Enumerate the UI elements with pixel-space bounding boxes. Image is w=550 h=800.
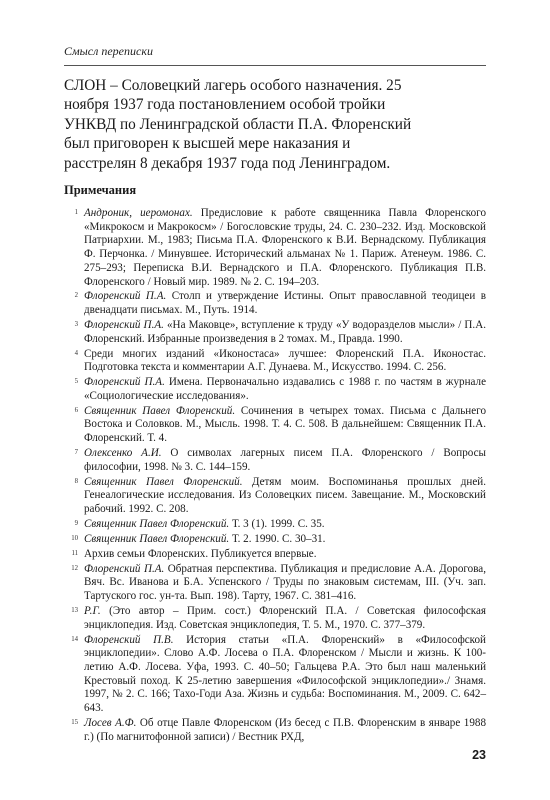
footnote-author: Флоренский П.А. <box>84 562 165 575</box>
footnote-author: Священник Павел Флоренский. <box>84 404 236 417</box>
footnote-number: 5 <box>74 378 78 386</box>
footnote-author: Андроник, иеромонах. <box>84 207 193 219</box>
footnote <box>64 548 486 562</box>
footnote <box>64 563 486 604</box>
footnote <box>64 634 486 716</box>
running-head: Смысл переписки <box>64 44 153 58</box>
footnote <box>64 207 486 289</box>
footnote-text: Т. 2. 1990. С. 30–31. <box>229 532 326 545</box>
footnote <box>64 533 486 547</box>
footnote-number: 9 <box>74 519 78 527</box>
page-number: 23 <box>472 748 486 762</box>
footnote-author: Р.Г. <box>84 604 101 617</box>
footnote <box>64 518 486 532</box>
footnote <box>64 376 486 403</box>
footnote-author: Флоренский П.А. <box>84 290 167 303</box>
footnote-text: Архив семьи Флоренских. Публикуется впервые. <box>84 547 317 560</box>
lead-paragraph: СЛОН – Соловецкий лагерь особого назначения. 25 ноября 1937 года постановлением особой тройки УНКВД по Ленинградской области П.А. Флоренский был приговорен к высшей мере наказания и расстрелян 8 декабря 1937 года под Ленинградом. <box>64 77 412 172</box>
footnote-number: 3 <box>74 321 78 328</box>
footnote-text: Т. 3 (1). 1999. С. 35. <box>229 517 325 530</box>
footnote-number: 14 <box>71 635 78 643</box>
footnote-number: 13 <box>71 606 78 614</box>
footnote-number: 8 <box>74 477 78 485</box>
footnote <box>64 717 486 744</box>
footnote-author: Лосев А.Ф. <box>84 716 137 729</box>
footnote-author: Флоренский П.В. <box>84 633 174 646</box>
footnote-text: (Это автор – Прим. сост.) Флоренский П.А. / Советская философская энциклопедия. Изд. Советская энциклопедия, Т. 5. М., 1970. С. 377–379. <box>84 604 486 631</box>
footnote-text: Сочинения в четырех томах. Письма с Дальнего Востока и Соловков. М., Мысль. 1998. Т. 4. С. 508. В дальнейшем: Священник П.А. Флоренский. Т. 4. <box>84 404 486 445</box>
footnote-author: Священник Павел Флоренский. <box>84 475 243 488</box>
footnote-text: «На Маковце», вступление к труду «У водоразделов мысли» / П.А. Флоренский. Избранные произведения в 2 томах. М., Правда. 1990. <box>84 319 486 345</box>
footnote <box>64 290 486 317</box>
footnote-text: Имена. Первоначально издавались с 1988 г. по частям в журнале «Социологические исследования». <box>84 376 486 402</box>
footnote <box>64 405 486 446</box>
footnote-number: 10 <box>71 534 78 542</box>
footnote-number: 2 <box>74 292 78 300</box>
footnote-number: 1 <box>74 209 78 216</box>
footnote-text: Обратная перспектива. Публикация и предисловие А.А. Дорогова, Вяч. Вс. Иванова и Б.А. Успенского / Труды по знаковым системам, III. (Уч. зап. Тартуского гос. ун-та. Вып. 198). Тарту, 1967. С. 381–416. <box>84 562 486 603</box>
footnote-text: Детям моим. Воспоминанья прошлых дней. Генеалогические исследования. Из Соловецких писем. Завещание. М., Московский рабочий. 1992. С. 208. <box>84 475 486 516</box>
footnote-number: 6 <box>74 406 78 414</box>
footnote <box>64 447 486 474</box>
footnote-text: Предисловие к работе священника Павла Флоренского «Микрокосм и Макрокосм» / Богословские труды, 24. С. 230–232. Изд. Московской Патриархии. М., 1983; Письма П.А. Флоренского к В.И. Вернадскому. Публикация Ф. Перчонка. / Минувшее. Исторический альманах № 1. Париж. Атенеум. 1986. С. 275–293; Переписка В.И. Вернадского и П.А. Флоренского. Публикация П.В. Флоренского / Новый мир. 1989. № 2. С. 194–203. <box>84 207 486 288</box>
notes-heading: Примечания <box>64 183 137 197</box>
footnote-author: Флоренский П.А. <box>84 376 165 389</box>
footnote-text: Столп и утверждение Истины. Опыт православной теодицеи в двенадцати письмах. М., Путь. 1914. <box>84 290 486 317</box>
footnote-author: Священник Павел Флоренский. <box>84 532 230 545</box>
footnote-number: 7 <box>74 449 78 457</box>
footnote-text: Среди многих изданий «Иконостаса» лучшее: Флоренский П.А. Иконостас. Подготовка текста и комментарии А.Г. Дунаева. М., Искусство. 1994. С. 256. <box>84 347 486 374</box>
footnote-number: 4 <box>74 349 78 357</box>
footnote <box>64 605 486 632</box>
footnote-author: Священник Павел Флоренский. <box>84 517 230 530</box>
footnote-text: История статьи «П.А. Флоренский» в «Философской энциклопедии». Слово А.Ф. Лосева о П.А. Флоренском / Мысли и жизнь. К 100-летию А.Ф. Лосева. Уфа, 1993. С. 40–50; Гальцева Р.А. Это был наш маленький Крестовый поход. К 25-летию завершения «Философской энциклопедии»./ Знамя. 1997, № 2. С. 166; Тахо-Годи Аза. Жизнь и судьба: Воспоминания. М., 2009. С. 642–643. <box>84 633 486 715</box>
footnote-number: 15 <box>71 718 78 726</box>
footnote <box>64 476 486 517</box>
footnote-text: О символах лагерных писем П.А. Флоренского / Вопросы философии, 1998. № 3. С. 144–159. <box>84 447 486 473</box>
footnote <box>64 319 486 346</box>
notes-list <box>64 207 486 746</box>
footnote <box>64 348 486 375</box>
footnote-author: Флоренский П.А. <box>84 319 164 331</box>
footnote-text: Об отце Павле Флоренском (Из бесед с П.В. Флоренским в январе 1988 г.) (По магнитофонной записи) / Вестник РХД, <box>84 716 486 743</box>
footnote-number: 12 <box>71 564 78 572</box>
footnote-author: Олексенко А.И. <box>84 447 162 460</box>
footnote-number: 11 <box>71 549 78 557</box>
header-rule <box>64 65 486 66</box>
